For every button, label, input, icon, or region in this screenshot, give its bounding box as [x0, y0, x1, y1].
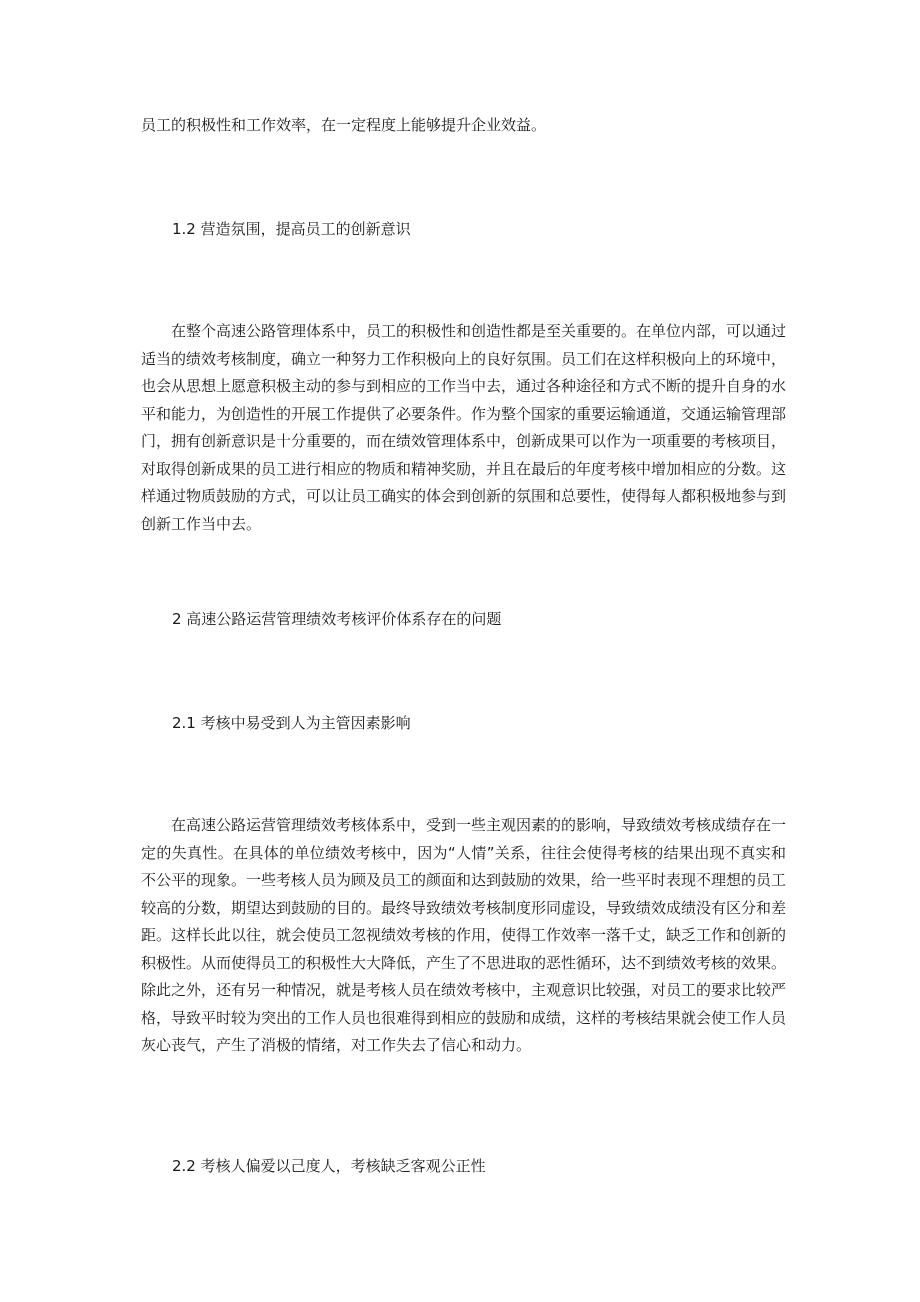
paragraph-2-1: 在高速公路运营管理绩效考核体系中，受到一些主观因素的的影响，导致绩效考核成绩存在一定的失真性。在具体的单位绩效考核中，因为“人情”关系，往往会使得考核的结果出现不真实和不公平的现象。一些考核人员为顾及员工的颜面和达到鼓励的效果，给一些平时表现不理想的员工较高的分数，期望达到鼓励的目的。最终导致绩效考核制度形同虚设，导致绩效成绩没有区分和差距。这样长此以往，就会使员工忽视绩效考核的作用，使得工作效率一落千丈，缺乏工作和创新的积极性。从而使得员工的积极性大大降低，产生了不思进取的恶性循环，达不到绩效考核的效果。除此之外，还有另一种情况，就是考核人员在绩效考核中，主观意识比较强，对员工的要求比较严格，导致平时较为突出的工作人员也很难得到相应的鼓励和成绩，这样的考核结果就会使工作人员灰心丧气，产生了消极的情绪，对工作失去了信心和动力。: [141, 816, 787, 1054]
section-heading-2-1: 2.1 考核中易受到人为主管因素影响: [172, 714, 411, 732]
continuation-text: 员工的积极性和工作效率，在一定程度上能够提升企业效益。: [141, 116, 547, 134]
paragraph-1-2: 在整个高速公路管理体系中，员工的积极性和创造性都是至关重要的。在单位内部，可以通过适当的绩效考核制度，确立一种努力工作积极向上的良好氛围。员工们在这样积极向上的环境中，也会从思想上愿意积极主动的参与到相应的工作当中去，通过各种途径和方式不断的提升自身的水平和能力，为创造性的开展工作提供了必要条件。作为整个国家的重要运输通道，交通运输管理部门，拥有创新意识是十分重要的，而在绩效管理体系中，创新成果可以作为一项重要的考核项目，对取得创新成果的员工进行相应的物质和精神奖励，并且在最后的年度考核中增加相应的分数。这样通过物质鼓励的方式，可以让员工确实的体会到创新的氛围和总要性，使得每人都积极地参与到创新工作当中去。: [141, 322, 787, 533]
section-heading-1-2: 1.2 营造氛围，提高员工的创新意识: [172, 220, 411, 238]
section-heading-2-2: 2.2 考核人偏爱以己度人，考核缺乏客观公正性: [172, 1157, 486, 1175]
section-heading-2: 2 高速公路运营管理绩效考核评价体系存在的问题: [172, 610, 502, 628]
